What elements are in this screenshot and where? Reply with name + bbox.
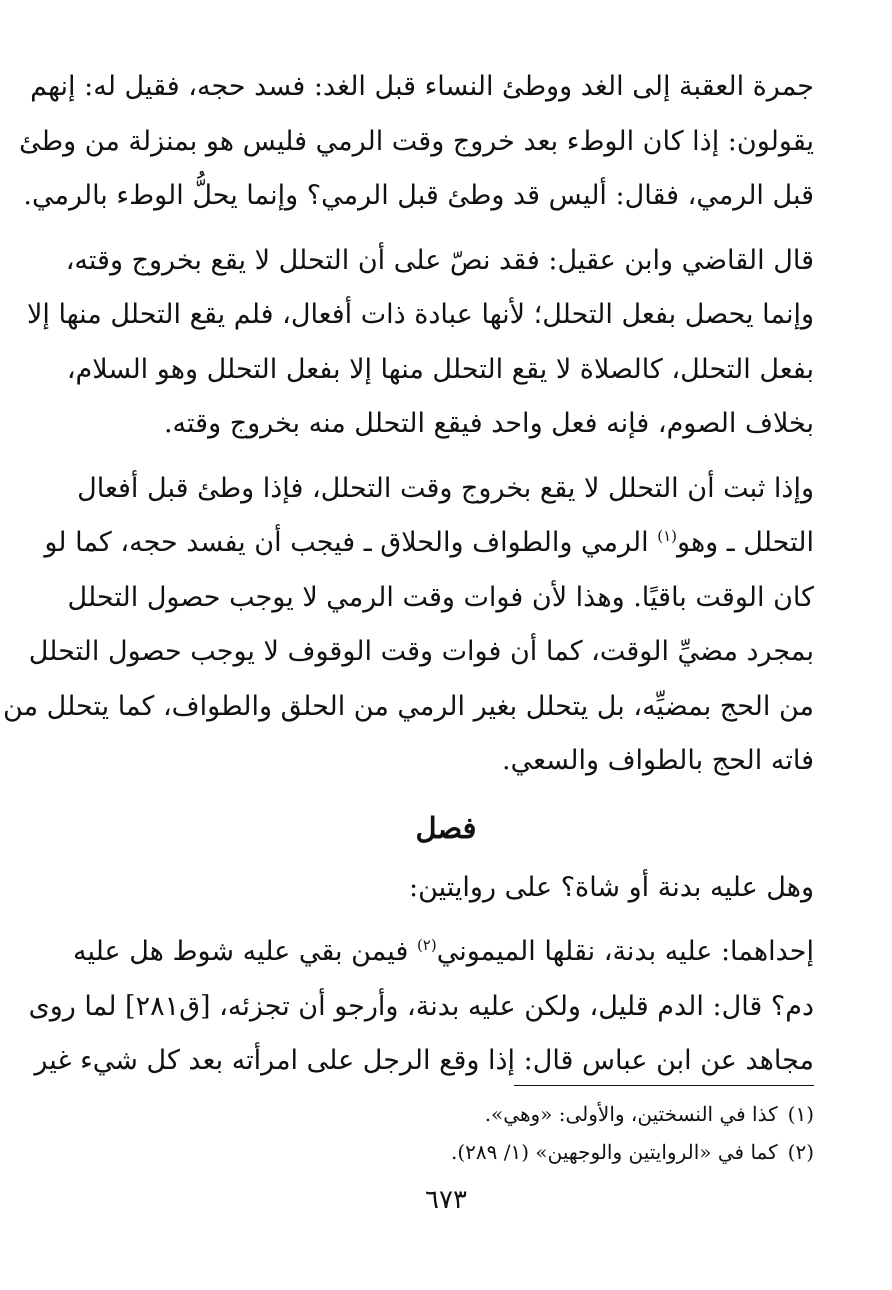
text-line: وإنما يحصل بفعل التحلل؛ لأنها عبادة ذات أفعال، فلم يقع التحلل منها إلا bbox=[26, 299, 814, 330]
text-line: كان الوقت باقيًا. وهذا لأن فوات وقت الرمي لا يوجب حصول التحلل bbox=[67, 581, 814, 613]
paragraph-1 bbox=[19, 60, 814, 224]
text-line: وإذا ثبت أن التحلل لا يقع بخروج وقت التحلل، فإذا وطئ قبل أفعال bbox=[77, 472, 814, 504]
paragraph-4 bbox=[28, 925, 814, 1089]
footnote-2 bbox=[300, 1133, 814, 1171]
footnote-ref-2[interactable]: (٢) bbox=[416, 936, 437, 954]
text-line: مجاهد عن ابن عباس قال: إذا وقع الرجل على امرأته بعد كل شيء غير bbox=[34, 1045, 814, 1076]
text-line: يقولون: إذا كان الوطء بعد خروج وقت الرمي فليس هو بمنزلة من وطئ bbox=[19, 125, 814, 157]
footnote-number: (٢) bbox=[787, 1140, 814, 1164]
text-segment: إحداهما: عليه بدنة، نقلها الميموني bbox=[436, 936, 814, 967]
footnote-divider bbox=[514, 1085, 814, 1086]
page-body bbox=[3, 60, 814, 1099]
text-segment: فيمن بقي عليه شوط هل عليه bbox=[72, 936, 417, 967]
page-number: ٦٧٣ bbox=[425, 1185, 467, 1215]
footnotes bbox=[300, 1095, 814, 1171]
section-heading: فصل bbox=[415, 810, 477, 845]
text-line: بفعل التحلل، كالصلاة لا يقع التحلل منها إلا بفعل التحلل وهو السلام، bbox=[66, 353, 814, 385]
text-line: بخلاف الصوم، فإنه فعل واحد فيقع التحلل منه بخروج وقته. bbox=[163, 408, 814, 439]
footnote-ref-1[interactable]: (١) bbox=[657, 527, 677, 545]
text-segment: التحلل ـ وهو bbox=[677, 527, 814, 558]
text-line-with-note bbox=[44, 516, 814, 571]
footnote-1 bbox=[300, 1095, 814, 1133]
text-segment: الرمي والطواف والحلاق ـ فيجب أن يفسد حجه، كما لو bbox=[44, 527, 658, 558]
paragraph-3 bbox=[3, 462, 814, 789]
text-line: فاته الحج بالطواف والسعي. bbox=[502, 745, 814, 776]
text-line: قبل الرمي، فقال: أليس قد وطئ قبل الرمي؟ وإنما يحلُّ الوطء بالرمي. bbox=[23, 180, 814, 211]
text-line: قال القاضي وابن عقيل: فقد نصّ على أن التحلل لا يقع بخروج وقته، bbox=[65, 244, 814, 276]
text-line: من الحج بمضيِّه، بل يتحلل بغير الرمي من الحلق والطواف، كما يتحلل من bbox=[3, 690, 814, 722]
text-line: وهل عليه بدنة أو شاة؟ على روايتين: bbox=[408, 871, 814, 903]
text-line: بمجرد مضيِّ الوقت، كما أن فوات وقت الوقوف لا يوجب حصول التحلل bbox=[28, 636, 814, 667]
text-line: دم؟ قال: الدم قليل، ولكن عليه بدنة، وأرجو أن تجزئه، [ق٢٨١] لما روى bbox=[28, 990, 814, 1022]
footnote-text: كذا في النسختين، والأولى: «وهي». bbox=[484, 1102, 778, 1126]
paragraph-2 bbox=[26, 234, 814, 452]
question-paragraph bbox=[78, 861, 814, 916]
footnote-number: (١) bbox=[787, 1102, 814, 1126]
footnote-text: كما في «الروايتين والوجهين» (١/ ٢٨٩). bbox=[451, 1140, 778, 1164]
text-line-with-note bbox=[72, 925, 814, 980]
text-line: جمرة العقبة إلى الغد ووطئ النساء قبل الغد: فسد حجه، فقيل له: إنهم bbox=[30, 71, 814, 102]
